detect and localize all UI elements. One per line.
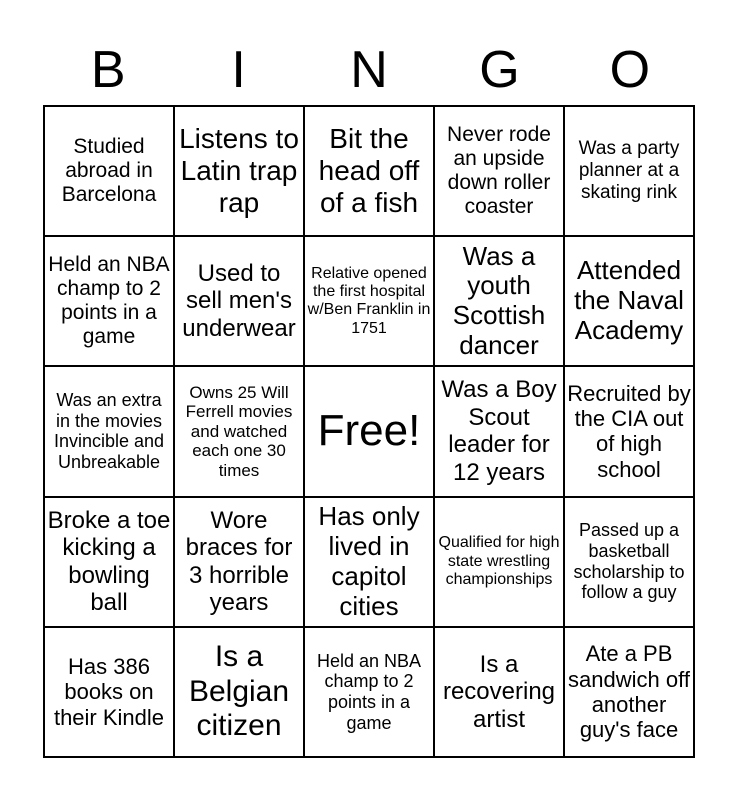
bingo-cell[interactable]: Ate a PB sandwich off another guy's face: [564, 627, 694, 757]
bingo-cell[interactable]: Listens to Latin trap rap: [174, 106, 304, 236]
bingo-cell[interactable]: Never rode an upside down roller coaster: [434, 106, 564, 236]
bingo-cell[interactable]: Wore braces for 3 horrible years: [174, 497, 304, 627]
bingo-cell[interactable]: Passed up a basketball scholarship to follow a guy: [564, 497, 694, 627]
bingo-cell[interactable]: Held an NBA champ to 2 points in a game: [304, 627, 434, 757]
bingo-cell[interactable]: Has only lived in capitol cities: [304, 497, 434, 627]
title-letter-b: B: [90, 41, 126, 99]
title-letter-g: G: [479, 41, 520, 99]
bingo-cell[interactable]: Has 386 books on their Kindle: [44, 627, 174, 757]
bingo-cell[interactable]: Relative opened the first hospital w/Ben Franklin in 1751: [304, 236, 434, 366]
bingo-cell[interactable]: Attended the Naval Academy: [564, 236, 694, 366]
title-letter-o: O: [609, 41, 651, 99]
bingo-cell[interactable]: Broke a toe kicking a bowling ball: [44, 497, 174, 627]
bingo-cell[interactable]: Is a Belgian citizen: [174, 627, 304, 757]
bingo-cell[interactable]: Is a recovering artist: [434, 627, 564, 757]
title-letter-i: I: [231, 41, 246, 99]
bingo-cell[interactable]: Qualified for high state wrestling championships: [434, 497, 564, 627]
title-letter-n: N: [350, 41, 388, 99]
bingo-cell[interactable]: Studied abroad in Barcelona: [44, 106, 174, 236]
bingo-cell[interactable]: Bit the head off of a fish: [304, 106, 434, 236]
bingo-cell[interactable]: Was a Boy Scout leader for 12 years: [434, 366, 564, 496]
bingo-cell[interactable]: Used to sell men's underwear: [174, 236, 304, 366]
bingo-cell[interactable]: Held an NBA champ to 2 points in a game: [44, 236, 174, 366]
bingo-cell-free[interactable]: Free!: [304, 366, 434, 496]
bingo-title: [43, 41, 695, 99]
bingo-cell[interactable]: Was a party planner at a skating rink: [564, 106, 694, 236]
bingo-cell[interactable]: Recruited by the CIA out of high school: [564, 366, 694, 496]
bingo-cell[interactable]: Owns 25 Will Ferrell movies and watched each one 30 times: [174, 366, 304, 496]
bingo-grid: [43, 105, 695, 758]
bingo-cell[interactable]: Was a youth Scottish dancer: [434, 236, 564, 366]
bingo-cell[interactable]: Was an extra in the movies Invincible and Unbreakable: [44, 366, 174, 496]
